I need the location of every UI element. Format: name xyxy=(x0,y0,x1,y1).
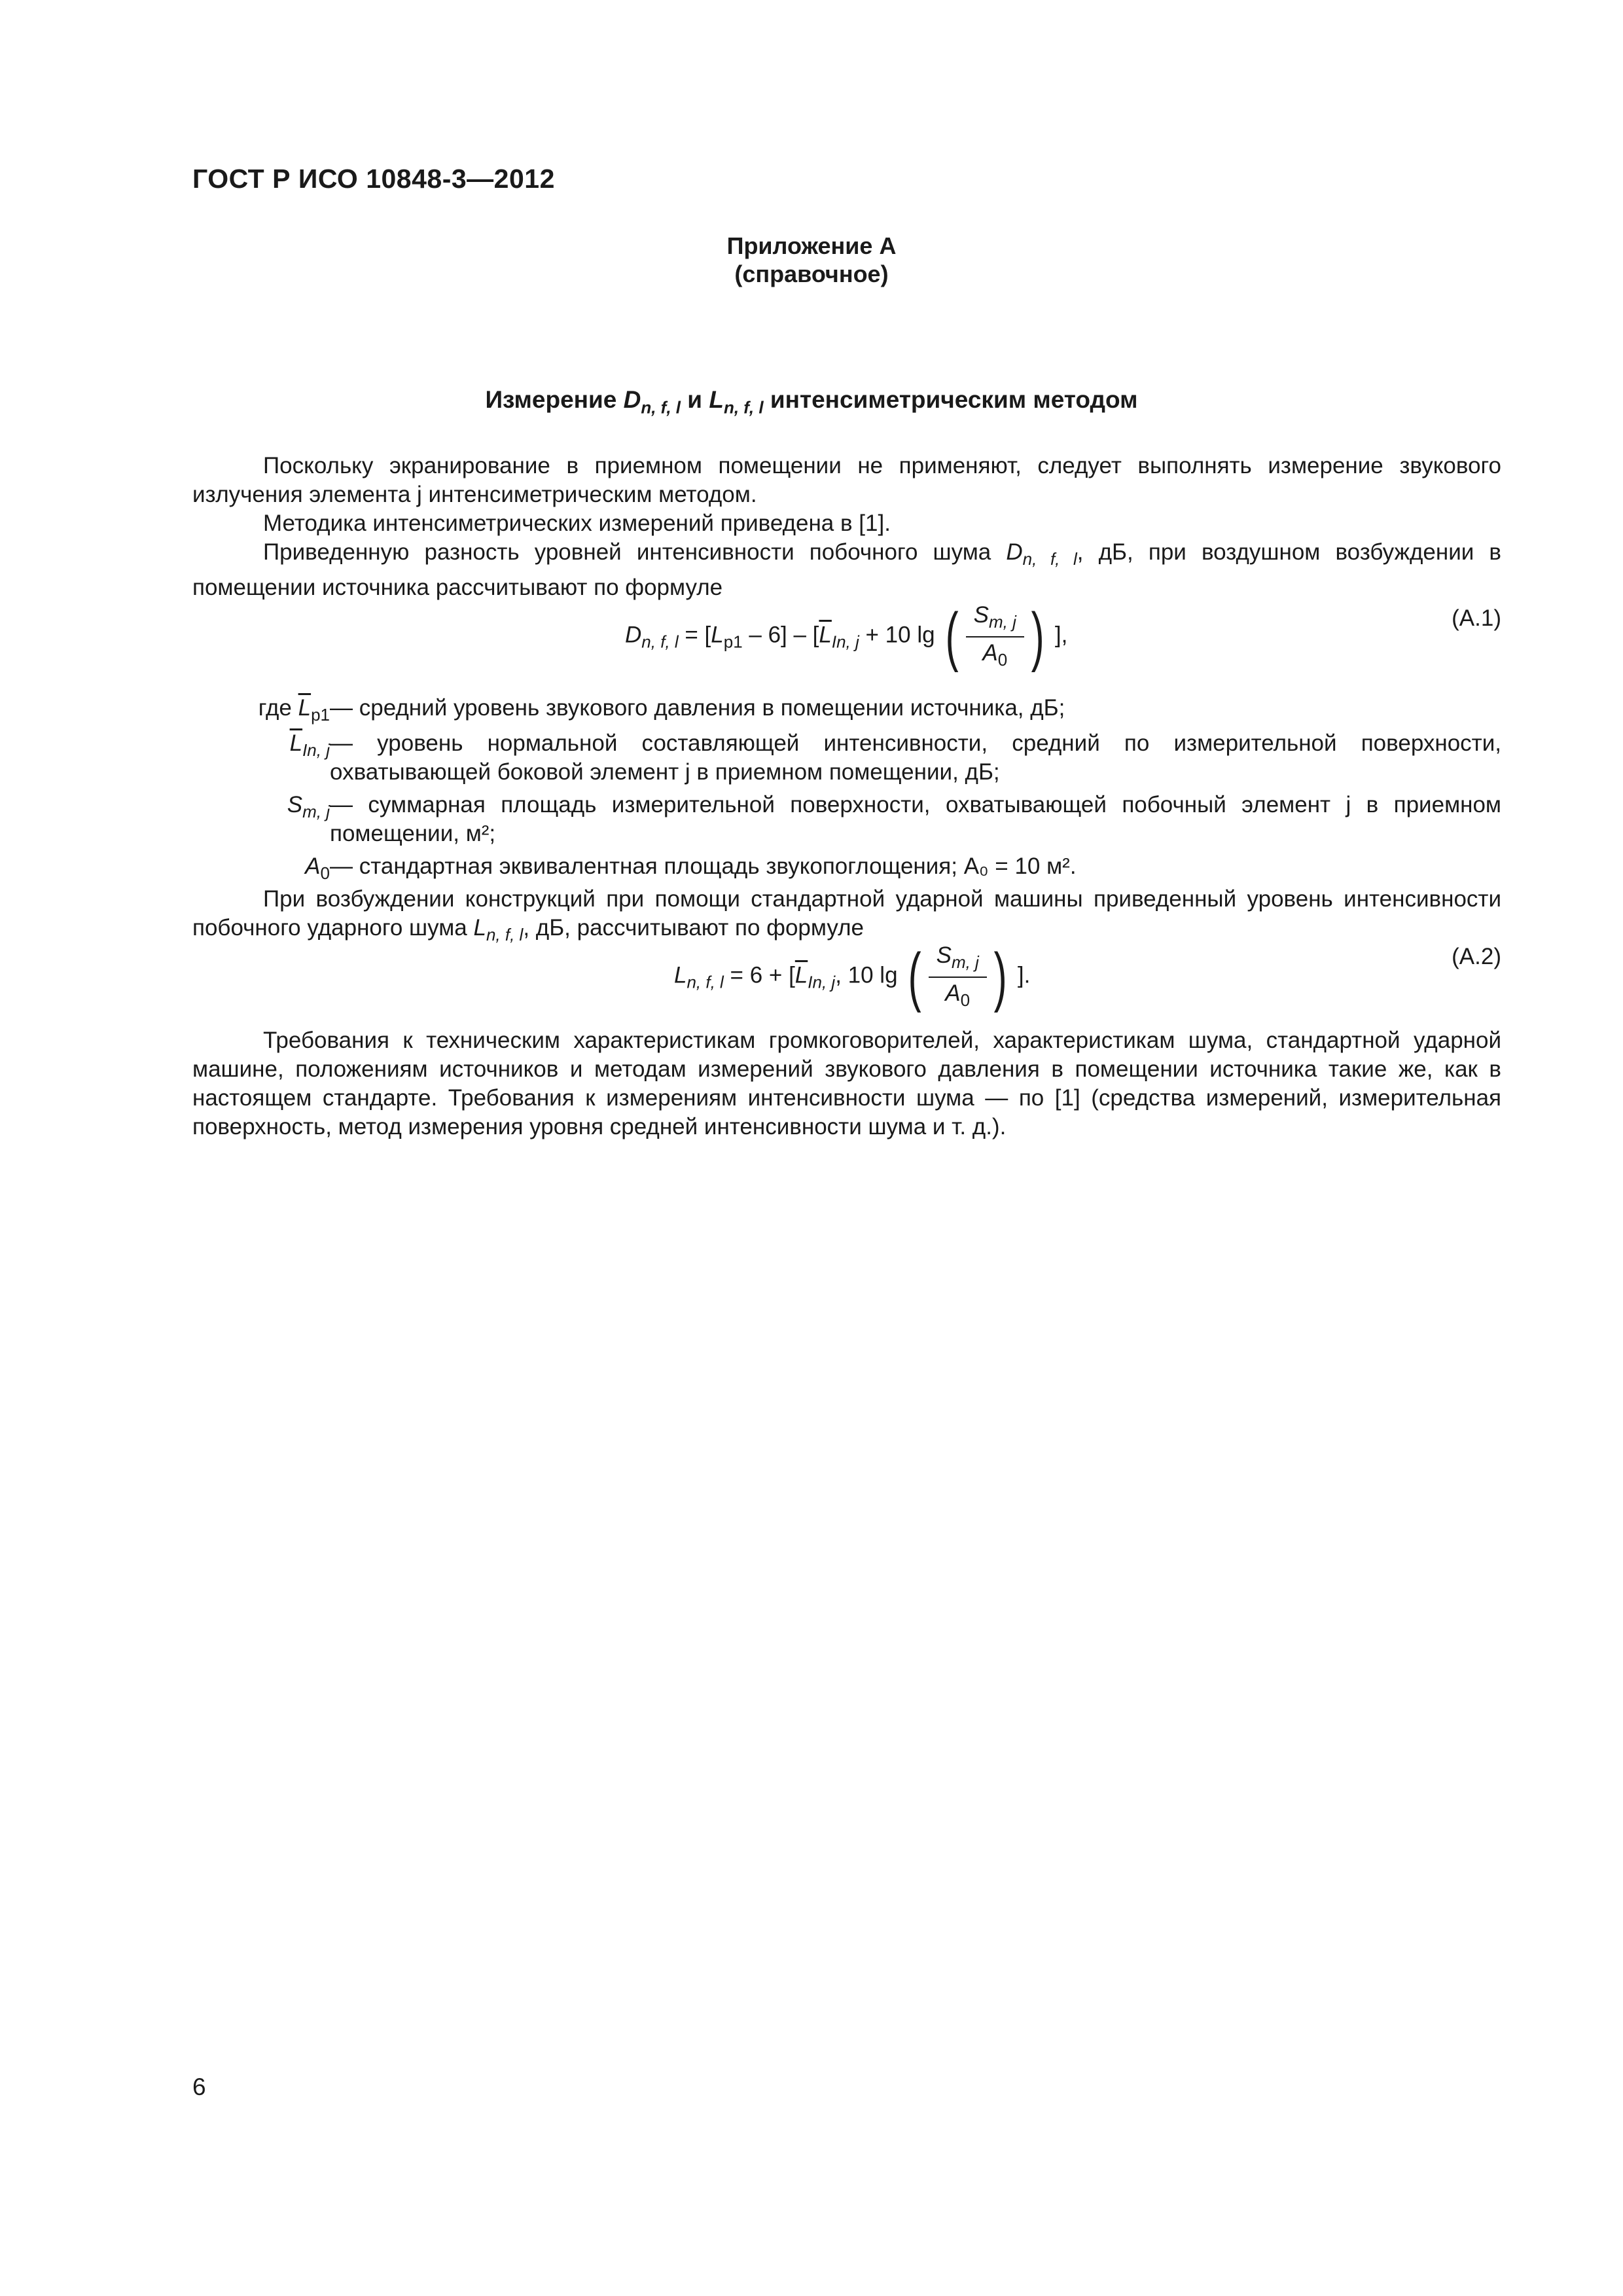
paragraph-3-symbol-sub: n, f, l xyxy=(1022,549,1077,569)
formula-a1-lp-sub: p1 xyxy=(723,632,743,652)
title-prefix: Измерение xyxy=(485,386,624,413)
definition-term-sub: m, j xyxy=(302,802,330,821)
definition-row xyxy=(192,694,1501,729)
title-sym2-sub: n, f, l xyxy=(723,397,764,418)
paragraph-4 xyxy=(192,885,1501,949)
paragraph-4-text-a: При возбуждении конструкций при помощи стандартной ударной машины приведенный уровень интенсивности побочного ударного шума xyxy=(192,886,1501,941)
title-mid: и xyxy=(681,386,709,413)
paragraph-3-text-a: Приведенную разность уровней интенсивности побочного шума xyxy=(263,539,1007,565)
definition-term: A xyxy=(305,853,321,879)
formula-a2-part2: , 10 lg xyxy=(835,962,904,988)
definition-text: — стандартная эквивалентная площадь звукопоглощения; A₀ = 10 м². xyxy=(330,853,1077,879)
formula-a1-part1: = [ xyxy=(678,622,711,648)
formula-a2-fraction xyxy=(929,942,987,1011)
formula-a2-number: (А.2) xyxy=(1452,944,1501,969)
definition-text: — суммарная площадь измерительной поверхности, охватывающей побочный элемент j в приемном помещении, м²; xyxy=(330,792,1501,846)
formula-a1-li-sub: In, j xyxy=(831,632,859,652)
definition-row xyxy=(192,729,1501,787)
formula-a1-frac-den-sub: 0 xyxy=(997,650,1008,670)
paragraph-3-text-b: , дБ, при воздушном возбуждении в помещении источника рассчитывают по формуле xyxy=(192,539,1502,600)
page-number: 6 xyxy=(192,2073,206,2100)
title-sym1: D xyxy=(623,386,641,413)
definitions-list xyxy=(192,694,1501,888)
formula-a1-frac-den: A xyxy=(982,640,998,666)
paragraph-1 xyxy=(192,452,1501,509)
definition-text: — уровень нормальной составляющей интенсивности, средний по измерительной поверхности, охватывающей боковой элемент j в приемном помещении, дБ; xyxy=(330,730,1501,785)
paragraph-5-text: Требования к техническим характеристикам громкоговорителей, характеристикам шума, стандартной ударной машине, положениям источников и методам измерений звукового давления в помещении источника такие же, как в настоящем стандарте. Требования к измерениям интенсивности шума — по [1] (средства измерений, измерительная поверхность, метод измерения уровня средней интенсивности шума и т. д.). xyxy=(192,1028,1501,1139)
formula-a2-tail: ]. xyxy=(1011,962,1031,988)
formula-a1: $D_{n, f, l} = [L_{p1} - 6] - [\overline{L}_{In, j} + 10$ lg ( $\frac{S_{m, j}}{A_0}$ ) ], xyxy=(625,600,1068,673)
formula-a2-part1: = 6 + [ xyxy=(723,962,795,988)
annex-title xyxy=(0,386,1623,418)
paragraph-4-symbol: L xyxy=(473,915,486,941)
definition-term: $\overline{L}$ xyxy=(289,730,303,756)
paragraph-1-text: Поскольку экранирование в приемном помещении не применяют, следует выполнять измерение звукового излучения элемента j интенсиметрическим методом. xyxy=(192,453,1501,507)
formula-a2-frac-den-sub: 0 xyxy=(960,990,971,1010)
formula-a2-lhs-sub: n, f, l xyxy=(687,972,724,992)
paragraph-5 xyxy=(192,1026,1501,1141)
document-header: ГОСТ Р ИСО 10848-3—2012 xyxy=(192,164,555,194)
formula-a2-frac-num-sub: m, j xyxy=(951,952,979,972)
formula-a2-frac-num: S xyxy=(936,942,952,968)
definition-term-sub: In, j xyxy=(302,740,330,760)
paragraph-2 xyxy=(192,509,1501,538)
paragraph-4-symbol-sub: n, f, l xyxy=(486,925,524,944)
formula-a1-lhs-sub: n, f, l xyxy=(641,632,679,652)
paragraph-3 xyxy=(192,538,1501,602)
definition-lead: где xyxy=(258,695,298,721)
formula-a1-frac-num: S xyxy=(973,602,989,628)
formula-a1-frac-num-sub: m, j xyxy=(988,612,1016,632)
definition-row xyxy=(192,791,1501,848)
formula-a2-lhs: L xyxy=(674,962,687,988)
title-sym2: L xyxy=(709,386,724,413)
title-suffix: интенсиметрическим методом xyxy=(763,386,1138,413)
formula-a2-frac-den: A xyxy=(945,980,961,1006)
title-sym1-sub: n, f, l xyxy=(641,397,681,418)
formula-a1-lhs: D xyxy=(625,622,642,648)
formula-a1-part3: + 10 lg xyxy=(859,622,942,648)
formula-a2-li: $\overline{L}$ xyxy=(794,962,808,988)
formula-a1-fraction xyxy=(966,602,1024,670)
formula-a2: $L_{n, f, l} = 6 + [\overline{L}_{In, j}$, 10 lg ( $\frac{S_{m, j}}{A_0}$ ) ]. xyxy=(674,940,1031,1013)
formula-a1-part2: – 6] – [ xyxy=(742,622,819,648)
definition-text: — средний уровень звукового давления в помещении источника, дБ; xyxy=(330,695,1065,721)
paragraph-2-text: Методика интенсиметрических измерений приведена в [1]. xyxy=(263,511,891,536)
paragraph-3-symbol: D xyxy=(1006,539,1023,565)
annex-status: (справочное) xyxy=(734,260,889,287)
definition-row xyxy=(192,852,1501,888)
formula-a1-number: (А.1) xyxy=(1452,605,1501,631)
definition-term: S xyxy=(287,792,303,817)
formula-a2-li-sub: In, j xyxy=(808,972,836,992)
formula-a1-tail: ], xyxy=(1048,622,1068,648)
paragraph-4-text-b: , дБ, рассчитывают по формуле xyxy=(523,915,864,941)
definition-term: $\overline{L}$ xyxy=(298,695,312,721)
definition-term-sub: 0 xyxy=(320,863,330,883)
formula-a1-li: $\overline{L}$ xyxy=(819,622,832,648)
formula-a1-lp: L xyxy=(711,622,724,648)
annex-label: Приложение А xyxy=(726,232,897,259)
definition-term-sub: p1 xyxy=(311,705,330,725)
